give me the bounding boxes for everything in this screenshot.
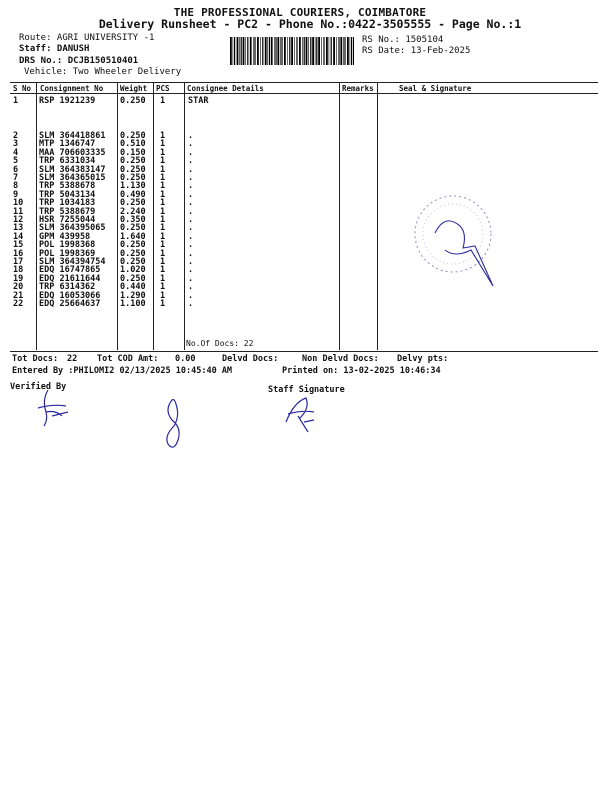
cell-consignee: .: [188, 189, 194, 200]
table-row: [10, 249, 598, 257]
table-row: [10, 173, 598, 181]
staff-signature-icon: [280, 392, 320, 436]
cell-pcs: 1: [160, 215, 166, 225]
cell-consignee: .: [188, 147, 194, 158]
table-header-divider: [10, 93, 598, 94]
cell-weight: 0.510: [120, 139, 146, 150]
cell-consignee: .: [188, 257, 194, 267]
table-row: [10, 232, 598, 240]
header-weight: Weight: [120, 84, 148, 93]
cell-weight: 0.250: [120, 223, 146, 234]
header-consignment: Consignment No: [40, 84, 104, 93]
cod-label: Tot COD Amt:: [97, 354, 159, 364]
cell-sno: 15: [13, 240, 24, 251]
cell-consignment: SLM 364394754: [39, 257, 106, 267]
cell-consignee: .: [188, 206, 194, 217]
cell-sno: 4: [13, 147, 19, 158]
table-row: [10, 282, 598, 293]
cell-pcs: 1: [160, 299, 166, 309]
cell-consignee: .: [188, 139, 194, 150]
cell-consignee: .: [188, 181, 194, 192]
cell-consignment: SLM 364383147: [39, 164, 106, 175]
table-row: [10, 198, 598, 209]
table-row: [10, 131, 598, 139]
table-row: [10, 223, 598, 234]
cell-sno: 17: [13, 257, 24, 267]
cell-sno: 10: [13, 198, 24, 209]
table-row: [10, 156, 598, 167]
table-row: [10, 265, 598, 276]
cell-pcs: 1: [160, 248, 166, 259]
cell-sno: 14: [13, 231, 24, 242]
table-row: [10, 257, 598, 265]
cell-sno: 19: [13, 273, 24, 284]
cell-pcs: 1: [160, 131, 166, 141]
cell-pcs: 1: [160, 282, 166, 293]
table-row: [10, 139, 598, 150]
cell-pcs: 1: [160, 198, 166, 209]
cell-consignment: POL 1998368: [39, 240, 96, 251]
cell-consignee: STAR: [188, 96, 209, 106]
cell-pcs: 1: [160, 240, 166, 251]
cell-consignment: TRP 6314362: [39, 282, 96, 293]
cell-sno: 1: [13, 96, 19, 106]
cell-weight: 0.350: [120, 215, 146, 225]
cell-weight: 0.250: [120, 173, 146, 183]
cell-consignment: EDQ 16053066: [39, 290, 101, 301]
cell-sno: 16: [13, 248, 24, 259]
rs-no-text: RS No.: 1505104: [362, 35, 444, 45]
cell-pcs: 1: [160, 231, 166, 242]
cell-sno: 11: [13, 206, 24, 217]
cell-consignee: .: [188, 282, 194, 293]
cell-consignee: .: [188, 164, 194, 175]
rs-date-text: RS Date: 13-Feb-2025: [362, 46, 471, 56]
cell-pcs: 1: [160, 273, 166, 284]
tot-docs-label: Tot Docs:: [12, 354, 59, 364]
cell-consignment: MAA 706603335: [39, 147, 106, 158]
verified-signature-icon: [32, 386, 74, 432]
cell-consignment: TRP 5043134: [39, 189, 96, 200]
cell-consignment: EDQ 16747865: [39, 265, 101, 276]
cell-weight: 0.250: [120, 240, 146, 251]
cell-pcs: 1: [160, 96, 166, 106]
table-row: [10, 165, 598, 173]
cell-consignment: TRP 5388679: [39, 206, 96, 217]
cell-pcs: 1: [160, 147, 166, 158]
cell-weight: 0.150: [120, 147, 146, 158]
cell-consignment: GPM 439958: [39, 231, 91, 242]
staff-text: Staff: DANUSH: [19, 44, 90, 54]
cell-weight: 0.250: [120, 164, 146, 175]
cell-consignee: .: [188, 231, 194, 242]
cell-weight: 1.290: [120, 290, 146, 301]
cell-sno: 7: [13, 173, 19, 183]
cell-consignment: HSR 7255044: [39, 215, 96, 225]
non-delvd-docs-label: Non Delvd Docs:: [302, 354, 379, 364]
cod-value: 0.00: [175, 354, 196, 364]
cell-weight: 1.020: [120, 265, 146, 276]
table-row: [10, 148, 598, 156]
no-of-docs: No.Of Docs: 22: [186, 339, 254, 348]
cell-sno: 20: [13, 282, 24, 293]
entered-by: Entered By :PHILOMI2 02/13/2025 10:45:40 AM: [12, 366, 233, 376]
cell-consignee: .: [188, 240, 194, 251]
cell-weight: 0.250: [120, 257, 146, 267]
cell-consignment: RSP 1921239: [39, 96, 96, 106]
vehicle-text: Vehicle: Two Wheeler Delivery: [24, 67, 182, 77]
cell-consignment: TRP 1034183: [39, 198, 96, 209]
handwritten-mark-icon: [160, 396, 190, 456]
cell-pcs: 1: [160, 290, 166, 301]
cell-sno: 9: [13, 189, 19, 200]
cell-consignment: SLM 364365015: [39, 173, 106, 183]
cell-consignee: .: [188, 248, 194, 259]
cell-weight: 0.440: [120, 282, 146, 293]
cell-consignee: .: [188, 198, 194, 209]
table-row: [10, 240, 598, 251]
cell-pcs: 1: [160, 189, 166, 200]
table-row: [10, 274, 598, 282]
barcode: [230, 37, 354, 65]
cell-consignee: .: [188, 173, 194, 183]
table-row: [10, 299, 598, 307]
cell-consignee: .: [188, 290, 194, 301]
tot-docs-value: 22: [67, 354, 78, 364]
route-text: Route: AGRI UNIVERSITY -1: [19, 33, 155, 43]
cell-weight: 0.250: [120, 131, 146, 141]
cell-weight: 1.130: [120, 181, 146, 192]
cell-sno: 8: [13, 181, 19, 192]
header-remarks: Remarks: [342, 84, 374, 93]
printed-on: Printed on: 13-02-2025 10:46:34: [282, 366, 441, 376]
drs-text: DRS No.: DCJB150510401: [19, 56, 139, 66]
cell-consignment: MTP 1346747: [39, 139, 96, 150]
cell-weight: 0.250: [120, 156, 146, 167]
header-consignee: Consignee Details: [187, 84, 264, 93]
cell-consignee: .: [188, 131, 194, 141]
cell-sno: 2: [13, 131, 19, 141]
cell-consignee: .: [188, 299, 194, 309]
verified-by-label: Verified By: [10, 382, 67, 392]
cell-pcs: 1: [160, 164, 166, 175]
cell-sno: 22: [13, 299, 24, 309]
staff-signature-label: Staff Signature: [268, 385, 345, 395]
cell-pcs: 1: [160, 206, 166, 217]
cell-sno: 3: [13, 139, 19, 150]
seal-stamp-icon: [405, 188, 505, 293]
cell-consignment: EDQ 25664637: [39, 299, 101, 309]
table-row: [10, 291, 598, 299]
company-name: THE PROFESSIONAL COURIERS, COIMBATORE: [173, 6, 427, 19]
cell-pcs: 1: [160, 173, 166, 183]
cell-pcs: 1: [160, 181, 166, 192]
cell-pcs: 1: [160, 223, 166, 234]
header-pcs: PCS: [156, 84, 170, 93]
cell-sno: 21: [13, 290, 24, 301]
table-row: [10, 96, 598, 104]
header-sno: S No: [13, 84, 32, 93]
delvy-pts-label: Delvy pts:: [397, 354, 449, 364]
table-row: [10, 207, 598, 215]
cell-sno: 5: [13, 156, 19, 167]
cell-sno: 18: [13, 265, 24, 276]
cell-sno: 6: [13, 164, 19, 175]
cell-weight: 2.240: [120, 206, 146, 217]
table-row: [10, 190, 598, 198]
cell-pcs: 1: [160, 139, 166, 150]
cell-consignee: .: [188, 215, 194, 225]
cell-weight: 0.490: [120, 189, 146, 200]
cell-consignment: POL 1998369: [39, 248, 96, 259]
header-seal: Seal & Signature: [399, 84, 472, 93]
cell-sno: 12: [13, 215, 24, 225]
cell-weight: 1.100: [120, 299, 146, 309]
cell-weight: 0.250: [120, 273, 146, 284]
cell-consignment: TRP 5388678: [39, 181, 96, 192]
cell-consignee: .: [188, 223, 194, 234]
table-row: [10, 181, 598, 192]
cell-consignee: .: [188, 265, 194, 276]
delvd-docs-label: Delvd Docs:: [222, 354, 279, 364]
cell-weight: 0.250: [120, 198, 146, 209]
cell-pcs: 1: [160, 156, 166, 167]
cell-weight: 1.640: [120, 231, 146, 242]
cell-consignment: EDQ 21611644: [39, 273, 101, 284]
table-row: [10, 215, 598, 223]
cell-consignment: SLM 364395065: [39, 223, 106, 234]
runsheet-title: Delivery Runsheet - PC2 - Phone No.:0422-3505555 - Page No.:1: [98, 17, 522, 31]
cell-weight: 0.250: [120, 248, 146, 259]
cell-pcs: 1: [160, 265, 166, 276]
cell-weight: 0.250: [120, 96, 146, 106]
cell-consignment: SLM 364418861: [39, 131, 106, 141]
cell-consignee: .: [188, 156, 194, 167]
cell-sno: 13: [13, 223, 24, 234]
cell-pcs: 1: [160, 257, 166, 267]
cell-consignee: .: [188, 273, 194, 284]
cell-consignment: TRP 6331034: [39, 156, 96, 167]
